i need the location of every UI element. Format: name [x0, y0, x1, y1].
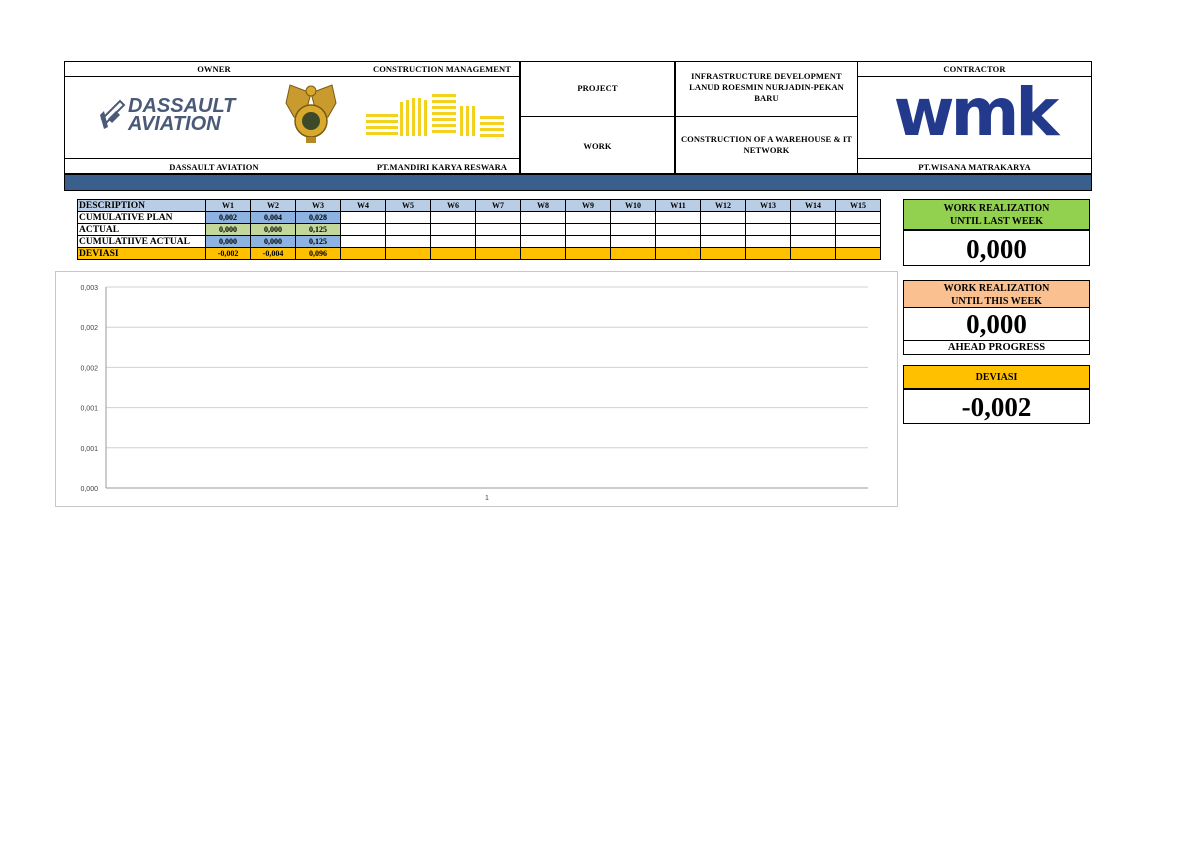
work-label: WORK — [583, 141, 612, 151]
work-value: CONSTRUCTION OF A WAREHOUSE & IT NETWORK — [680, 134, 853, 155]
chart-y-tick-label: 0,000 — [80, 486, 98, 493]
this-week-title-1: WORK REALIZATION — [943, 283, 1050, 294]
wmk-logo: wmk — [893, 74, 1056, 151]
table-cell: -0,002 — [206, 248, 251, 260]
dassault-logo — [98, 95, 248, 137]
week-header: W15 — [836, 200, 881, 212]
table-cell: 0,125 — [296, 236, 341, 248]
week-header: W11 — [656, 200, 701, 212]
header-block — [64, 61, 1092, 174]
row-label-deviasi: DEVIASI — [78, 248, 206, 260]
week-header: W7 — [476, 200, 521, 212]
table-cell: 0,004 — [251, 212, 296, 224]
table-cell: 0,096 — [296, 248, 341, 260]
header-divider-bar — [64, 174, 1092, 191]
chart-y-tick-label: 0,003 — [80, 285, 98, 292]
owner-title: OWNER — [197, 64, 231, 74]
week-header: W5 — [386, 200, 431, 212]
table-cell: 0,002 — [206, 212, 251, 224]
week-header: W9 — [566, 200, 611, 212]
week-header: W13 — [746, 200, 791, 212]
table-cell: -0,004 — [251, 248, 296, 260]
week-header: W6 — [431, 200, 476, 212]
project-label: PROJECT — [577, 83, 618, 93]
chart-canvas — [56, 272, 897, 506]
chart-y-tick-label: 0,002 — [80, 325, 98, 333]
table-row — [78, 200, 881, 212]
yellow-bars-logo-icon — [364, 92, 509, 140]
row-label-cumulative-plan: CUMULATIVE PLAN — [78, 212, 206, 224]
table-cell: 0,000 — [251, 224, 296, 236]
this-week-value: 0,000 — [903, 308, 1090, 340]
chart-y-tick-label: 0,001 — [80, 405, 98, 413]
last-week-value: 0,000 — [903, 230, 1090, 266]
table-row — [78, 248, 881, 260]
owner-name: DASSAULT AVIATION — [169, 162, 259, 172]
last-week-header — [903, 199, 1090, 230]
week-header: W8 — [521, 200, 566, 212]
table-cell: 0,000 — [206, 236, 251, 248]
week-header: W10 — [611, 200, 656, 212]
project-value: INFRASTRUCTURE DEVELOPMENT LANUD ROESMIN NURJADIN-PEKAN BARU — [689, 71, 844, 103]
air-force-emblem-icon — [282, 83, 340, 145]
row-label-cumulative-actual: CUMULATIIVE ACTUAL — [78, 236, 206, 248]
last-week-title-1: WORK REALIZATION — [943, 203, 1050, 214]
table-row — [78, 224, 881, 236]
row-label-actual: ACTUAL — [78, 224, 206, 236]
row-label-description: DESCRIPTION — [78, 200, 206, 212]
cm-title: CONSTRUCTION MANAGEMENT — [372, 64, 512, 74]
progress-table — [77, 199, 881, 260]
week-header: W3 — [296, 200, 341, 212]
chart-y-tick-label: 0,002 — [80, 365, 98, 373]
this-week-title-2: UNTIL THIS WEEK — [951, 296, 1042, 307]
table-cell: 0,125 — [296, 224, 341, 236]
table-cell: 0,028 — [296, 212, 341, 224]
week-header: W4 — [341, 200, 386, 212]
table-cell: 0,000 — [206, 224, 251, 236]
contractor-name: PT.WISANA MATRAKARYA — [918, 162, 1031, 172]
contractor-title: CONTRACTOR — [943, 64, 1006, 74]
week-header: W14 — [791, 200, 836, 212]
chart-x-tick-label: 1 — [485, 495, 489, 502]
deviasi-panel-value: -0,002 — [903, 389, 1090, 424]
progress-chart[interactable] — [55, 271, 898, 507]
cm-name: PT.MANDIRI KARYA RESWARA — [376, 162, 508, 172]
week-header: W12 — [701, 200, 746, 212]
week-header: W1 — [206, 200, 251, 212]
dassault-mark-icon — [98, 97, 128, 133]
week-header: W2 — [251, 200, 296, 212]
last-week-title-2: UNTIL LAST WEEK — [949, 216, 1043, 227]
ahead-progress-label: AHEAD PROGRESS — [903, 340, 1090, 355]
table-row — [78, 236, 881, 248]
this-week-header — [903, 280, 1090, 308]
table-row — [78, 212, 881, 224]
chart-y-tick-label: 0,001 — [80, 445, 98, 453]
table-cell: 0,000 — [251, 236, 296, 248]
dassault-logo-line1: DASSAULT — [128, 95, 236, 117]
dassault-logo-line2: AVIATION — [128, 113, 221, 135]
deviasi-panel-title: DEVIASI — [903, 365, 1090, 389]
